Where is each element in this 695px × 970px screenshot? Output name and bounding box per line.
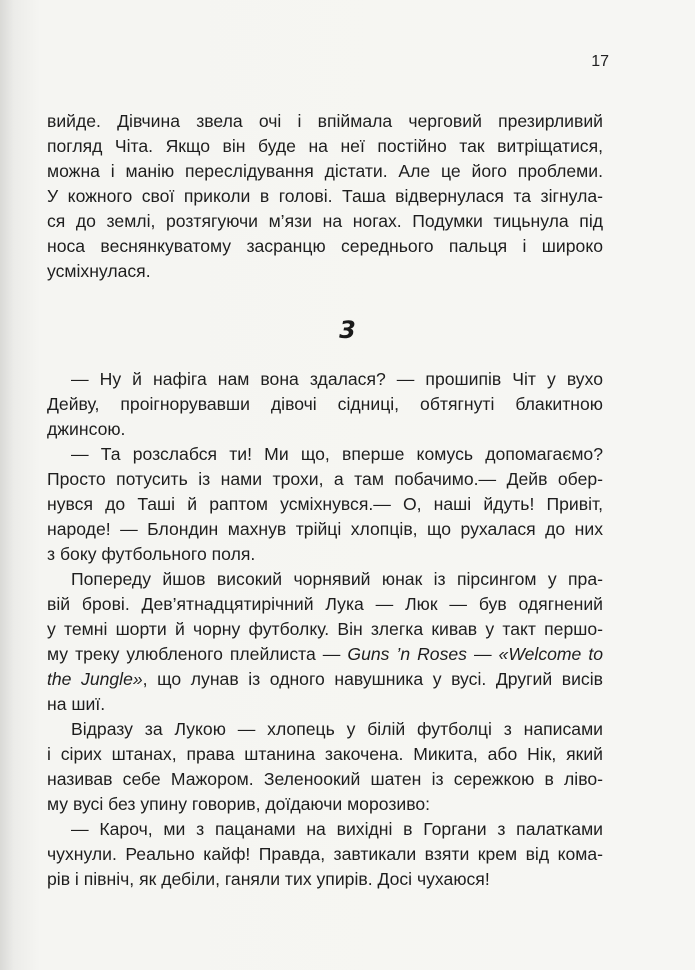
text-line: джинсою.: [47, 419, 126, 439]
text-fragment: му треку улюбленого плейлиста —: [47, 644, 348, 664]
text-line: Попереду йшов високий чорнявий юнак із пірсингом у пра-: [71, 569, 603, 589]
text-line: з боку футбольного поля.: [47, 544, 256, 564]
text-line: на шиї.: [47, 694, 106, 714]
text-line: му вусі без упину говорив, доїдаючи морозиво:: [47, 794, 431, 814]
text-line: можна і манію переслідування дістати. Але це його проблеми.: [47, 161, 603, 181]
text-line: ся до землі, розтягуючи м’язи на ногах. Подумки тицьнула під: [47, 211, 603, 231]
text-line-mixed: [47, 667, 603, 692]
song-title-part: «Welcome to: [498, 644, 603, 664]
text-line: Дейву, проігнорувавши дівочі сідниці, обтягнуті блакитною: [47, 394, 603, 414]
text-line: нувся до Таші й раптом усміхнувся.— О, наші йдуть! Привіт,: [47, 494, 603, 514]
song-title-part: the Jungle»: [47, 669, 143, 689]
text-line: — Кароч, ми з пацанами на вихідні в Горгани з палатками: [71, 819, 603, 839]
text-line: і сірих штанах, права штанина закочена. Микита, або Нік, який: [47, 744, 603, 764]
text-line: погляд Чіта. Якщо він буде на неї постійно так витріщатися,: [47, 136, 603, 156]
text-fragment: —: [466, 644, 499, 664]
page-number: 17: [591, 53, 609, 70]
text-line: називав себе Мажором. Зеленоокий шатен із сережкою в ліво-: [47, 769, 603, 789]
text-line: народе! — Блондин махнув трійці хлопців, що рухалася до них: [47, 519, 603, 539]
paragraph-continued: [47, 109, 603, 284]
text-line: Відразу за Лукою — хлопець у білій футболці з написами: [71, 719, 603, 739]
band-name: Guns ’n Roses: [347, 644, 467, 664]
text-line: У кожного свої приколи в голові. Таша відвернулася та зігнула-: [47, 186, 603, 206]
text-line: носа веснянкуватому засранцю середнього пальця і широко: [47, 236, 603, 256]
text-line: усміхнулася.: [47, 261, 151, 281]
text-fragment: , що лунав із одного навушника у вусі. Другий висів: [142, 669, 603, 689]
text-line: — Ну й нафіга нам вона здалася? — прошипів Чіт у вухо: [71, 369, 603, 389]
chapter-number: 3: [339, 316, 356, 344]
text-line: Просто потусить із нами трохи, а там побачимо.— Дейв обер-: [47, 469, 603, 489]
text-line: рів і північ, як дебіли, ганяли тих упирів. Досі чухаюся!: [47, 869, 490, 889]
chapter-body: [47, 367, 603, 892]
text-line: вій брові. Дев’ятнадцятирічний Лука — Люк — був одягнений: [47, 594, 603, 614]
text-line: у темні шорти й чорну футболку. Він злегка кивав у такт першо-: [47, 619, 603, 639]
text-line: вийде. Дівчина звела очі і впіймала черговий презирливий: [47, 111, 603, 131]
text-line-mixed: [47, 642, 603, 667]
text-line: — Та розслабся ти! Ми що, вперше комусь допомагаємо?: [71, 444, 603, 464]
text-line: чухнули. Реально кайф! Правда, завтикали взяти крем від кома-: [47, 844, 603, 864]
